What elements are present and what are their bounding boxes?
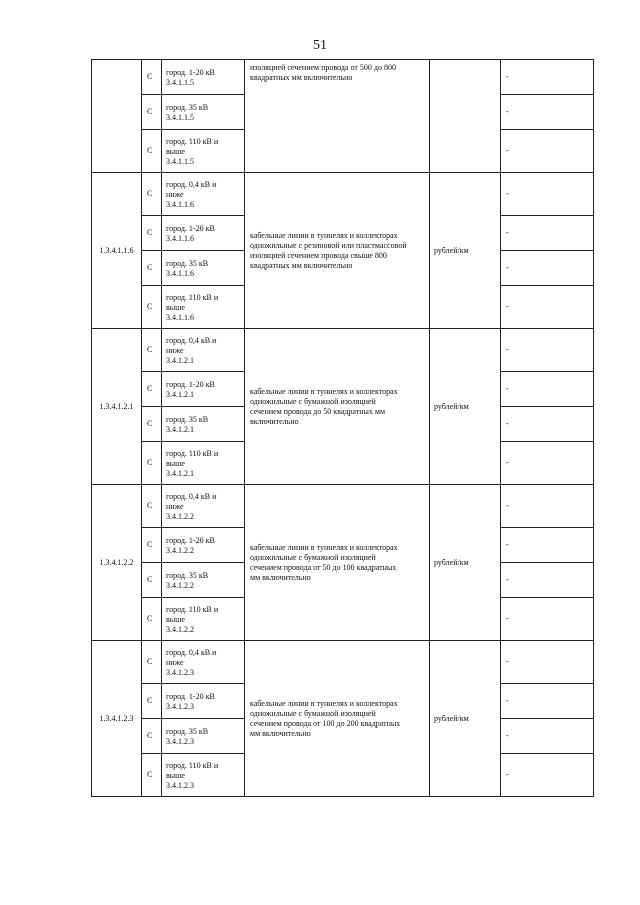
c-marker: С: [142, 563, 162, 598]
description-line: одножильные с бумажной изоляцией: [250, 708, 376, 718]
c-marker: С: [142, 641, 162, 684]
rate-value: -: [501, 286, 594, 329]
rate-value: -: [501, 641, 594, 684]
description-line: одножильные с бумажной изоляцией: [250, 396, 376, 406]
c-marker: С: [142, 598, 162, 641]
description-line: одножильные с резиновой или пластмассовой: [250, 240, 407, 250]
voltage-level: [162, 95, 245, 130]
table-row: [92, 329, 594, 372]
c-marker: С: [142, 130, 162, 173]
c-marker: С: [142, 95, 162, 130]
rate-value: -: [501, 95, 594, 130]
rate-value: -: [501, 684, 594, 719]
position-code: 1.3.4.1.1.6: [92, 173, 142, 329]
c-marker: С: [142, 251, 162, 286]
voltage-line: 3.4.1.1.5: [166, 112, 194, 122]
voltage-line: ниже: [166, 345, 184, 355]
position-code: 1.3.4.1.2.3: [92, 641, 142, 797]
voltage-line: 3.4.1.1.5: [166, 77, 194, 87]
unit-cell: рублей/км: [430, 173, 501, 329]
voltage-line: 3.4.1.1.6: [166, 312, 194, 322]
voltage-line: город. 35 кВ: [166, 570, 209, 580]
voltage-line: 3.4.1.1.6: [166, 268, 194, 278]
unit-cell: рублей/км: [430, 641, 501, 797]
voltage-line: город. 110 кВ и: [166, 604, 219, 614]
voltage-level: [162, 528, 245, 563]
cable-description: [245, 329, 430, 485]
c-marker: С: [142, 286, 162, 329]
rate-value: -: [501, 173, 594, 216]
description-line: сечением провода от 100 до 200 квадратных: [250, 718, 401, 728]
description-line: квадратных мм включительно: [250, 260, 353, 270]
voltage-line: выше: [166, 146, 185, 156]
voltage-line: 3.4.1.1.5: [166, 156, 194, 166]
voltage-line: город. 110 кВ и: [166, 136, 219, 146]
c-marker: С: [142, 60, 162, 95]
voltage-level: [162, 60, 245, 95]
unit-cell: рублей/км: [430, 329, 501, 485]
voltage-line: ниже: [166, 189, 184, 199]
voltage-level: [162, 329, 245, 372]
rate-value: -: [501, 598, 594, 641]
c-marker: С: [142, 442, 162, 485]
rate-value: -: [501, 754, 594, 797]
voltage-line: город. 1-20 кВ: [166, 379, 215, 389]
voltage-line: 3.4.1.2.1: [166, 424, 194, 434]
voltage-line: город. 1-20 кВ: [166, 67, 215, 77]
voltage-line: город. 0,4 кВ и: [166, 491, 217, 501]
description-line: изоляцией сечением провода свыше 800: [250, 250, 387, 260]
rate-value: -: [501, 329, 594, 372]
c-marker: С: [142, 754, 162, 797]
description-line: включительно: [250, 416, 299, 426]
voltage-level: [162, 598, 245, 641]
c-marker: С: [142, 329, 162, 372]
voltage-level: [162, 719, 245, 754]
description-line: мм включительно: [250, 572, 311, 582]
rate-value: -: [501, 528, 594, 563]
voltage-line: ниже: [166, 657, 184, 667]
voltage-line: 3.4.1.2.1: [166, 355, 194, 365]
voltage-line: 3.4.1.2.2: [166, 511, 194, 521]
voltage-level: [162, 641, 245, 684]
c-marker: С: [142, 407, 162, 442]
description-line: квадратных мм включительно: [250, 73, 353, 82]
description-line: мм включительно: [250, 728, 311, 738]
voltage-level: [162, 754, 245, 797]
voltage-line: выше: [166, 770, 185, 780]
voltage-level: [162, 684, 245, 719]
voltage-level: [162, 286, 245, 329]
voltage-level: [162, 251, 245, 286]
c-marker: С: [142, 684, 162, 719]
voltage-level: [162, 173, 245, 216]
cable-description: [245, 60, 430, 173]
rate-value: -: [501, 60, 594, 95]
voltage-line: город. 35 кВ: [166, 102, 209, 112]
voltage-level: [162, 372, 245, 407]
c-marker: С: [142, 719, 162, 754]
c-marker: С: [142, 216, 162, 251]
rate-value: -: [501, 407, 594, 442]
voltage-line: 3.4.1.2.3: [166, 701, 194, 711]
tariff-table-body: [92, 60, 594, 797]
voltage-line: город. 1-20 кВ: [166, 223, 215, 233]
voltage-line: город. 35 кВ: [166, 414, 209, 424]
voltage-line: 3.4.1.2.2: [166, 580, 194, 590]
rate-value: -: [501, 251, 594, 286]
page-number: 51: [313, 38, 327, 53]
voltage-line: выше: [166, 614, 185, 624]
c-marker: С: [142, 173, 162, 216]
c-marker: С: [142, 528, 162, 563]
position-code: 1.3.4.1.2.2: [92, 485, 142, 641]
voltage-line: город. 1-20 кВ: [166, 535, 215, 545]
rate-value: -: [501, 216, 594, 251]
tariff-table: [91, 59, 594, 797]
voltage-line: 3.4.1.2.2: [166, 545, 194, 555]
table-row: [92, 60, 594, 95]
voltage-line: город. 0,4 кВ и: [166, 179, 217, 189]
voltage-line: город. 110 кВ и: [166, 292, 219, 302]
description-line: одножильные с бумажной изоляцией: [250, 552, 376, 562]
voltage-line: 3.4.1.1.6: [166, 233, 194, 243]
description-line: сечением провода от 50 до 100 квадратных: [250, 562, 397, 572]
cable-description: [245, 173, 430, 329]
rate-value: -: [501, 442, 594, 485]
voltage-level: [162, 485, 245, 528]
cable-description: [245, 641, 430, 797]
description-line: кабельные линии в туннелях и коллекторах: [250, 386, 398, 396]
rate-value: -: [501, 719, 594, 754]
voltage-level: [162, 130, 245, 173]
c-marker: С: [142, 485, 162, 528]
unit-cell: рублей/км: [430, 485, 501, 641]
voltage-line: город. 1-20 кВ: [166, 691, 215, 701]
voltage-line: город. 0,4 кВ и: [166, 335, 217, 345]
c-marker: С: [142, 372, 162, 407]
voltage-level: [162, 407, 245, 442]
description-line: кабельные линии в туннелях и коллекторах: [250, 698, 398, 708]
description-line: кабельные линии в туннелях и коллекторах: [250, 230, 398, 240]
voltage-line: 3.4.1.2.3: [166, 736, 194, 746]
rate-value: -: [501, 485, 594, 528]
table-row: [92, 485, 594, 528]
rate-value: -: [501, 563, 594, 598]
voltage-line: ниже: [166, 501, 184, 511]
voltage-line: город. 35 кВ: [166, 726, 209, 736]
voltage-line: 3.4.1.1.6: [166, 199, 194, 209]
cable-description: [245, 485, 430, 641]
voltage-line: 3.4.1.2.2: [166, 624, 194, 634]
voltage-line: 3.4.1.2.1: [166, 468, 194, 478]
description-line: изоляцией сечением провода от 500 до 800: [250, 63, 396, 72]
table-row: [92, 173, 594, 216]
voltage-level: [162, 216, 245, 251]
rate-value: -: [501, 130, 594, 173]
voltage-line: 3.4.1.2.3: [166, 667, 194, 677]
voltage-line: 3.4.1.2.1: [166, 389, 194, 399]
voltage-line: выше: [166, 458, 185, 468]
voltage-line: 3.4.1.2.3: [166, 780, 194, 790]
description-line: кабельные линии в туннелях и коллекторах: [250, 542, 398, 552]
voltage-line: город. 110 кВ и: [166, 760, 219, 770]
voltage-line: выше: [166, 302, 185, 312]
voltage-level: [162, 563, 245, 598]
voltage-line: город. 35 кВ: [166, 258, 209, 268]
unit-cell: [430, 60, 501, 173]
position-code: [92, 60, 142, 173]
description-line: сечением провода до 50 квадратных мм: [250, 406, 386, 416]
position-code: 1.3.4.1.2.1: [92, 329, 142, 485]
rate-value: -: [501, 372, 594, 407]
table-row: [92, 641, 594, 684]
voltage-line: город. 0,4 кВ и: [166, 647, 217, 657]
voltage-line: город. 110 кВ и: [166, 448, 219, 458]
voltage-level: [162, 442, 245, 485]
